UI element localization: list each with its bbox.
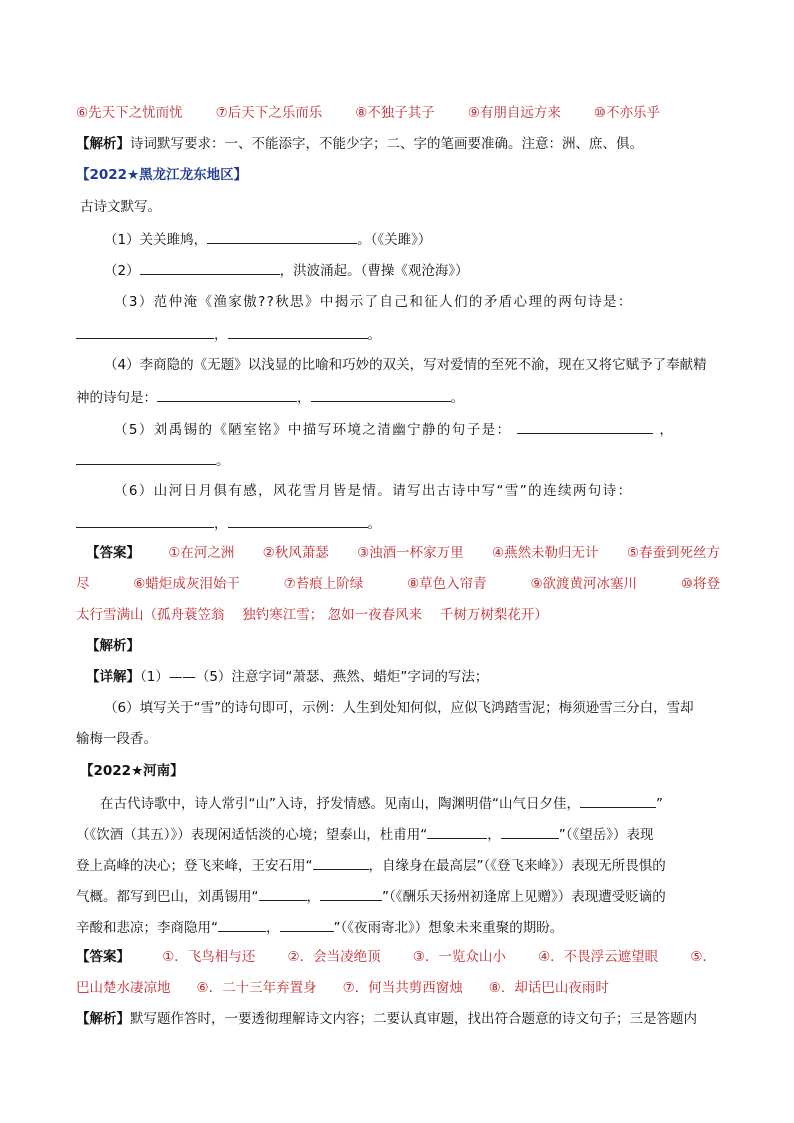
answer-blank[interactable]: [76, 450, 216, 465]
top-analysis: [76, 135, 643, 153]
detail-2: （6）填写关于“雪”的诗句即可，示例：人生到处知何似，应似飞鸿踏雪泥；梅须逊雪三分白，雪却: [104, 700, 694, 716]
answer-row: 【答案】 ①．飞鸟相与还 ②．会当凌绝顶 ③．一览众山小 ④．不畏浮云遮望眼 ⑤．: [76, 949, 716, 965]
analysis-tag: 【解析】: [76, 1011, 130, 1027]
question-6-blanks: ， 。: [76, 513, 381, 533]
answer-row: 太行雪满山（孤舟蓑笠翁 独钓寒江雪； 忽如一夜春风来 千树万树梨花开）: [76, 607, 548, 623]
answer-blank[interactable]: [76, 324, 214, 339]
detail-tag: 【详解】: [86, 669, 140, 685]
answer-blank[interactable]: [259, 886, 307, 901]
detail-2-cont: 输梅一段香。: [76, 731, 157, 747]
question-4-blanks: 神的诗句是： ， 。: [76, 387, 464, 407]
answer-blank[interactable]: [580, 793, 656, 808]
question-5-text: （5）刘禹锡的《陋室铭》中描写环境之清幽宁静的句子是： ，: [114, 419, 673, 439]
answer-row: 【答案】 ①在河之洲 ②秋风萧瑟 ③浊酒一杯家万里 ④燕然未勒归无计 ⑤春蚕到死丝方: [86, 545, 720, 561]
question-1: （1）关关雎鸠， 。（《关雎》）: [104, 229, 431, 249]
answer-blank[interactable]: [320, 886, 382, 901]
analysis-text: 诗词默写要求：一、不能添字，不能少字；二、字的笔画要准确。注意：洲、庶、俱。: [130, 136, 643, 152]
question-2: （2） ，洪波涌起。（曹操《观沧海》）: [104, 260, 469, 280]
answer-item: ⑩不亦乐乎: [593, 105, 660, 121]
answer-blank[interactable]: [207, 229, 357, 244]
answer-blank[interactable]: [427, 824, 487, 839]
paragraph-line: 在古代诗歌中，诗人常引“山”入诗，抒发情感。见南山，陶渊明借“山气日夕佳， ”: [100, 793, 663, 813]
task-intro: 古诗文默写。: [80, 199, 161, 215]
answer-item: ⑧不独子其子: [355, 105, 435, 121]
answer-blank[interactable]: [311, 387, 451, 402]
paragraph-line: 登上高峰的决心；登飞来峰，王安石用“ ，自缘身在最高层”（《登飞来峰》）表现无所畏惧的: [76, 855, 666, 875]
answer-blank[interactable]: [313, 855, 369, 870]
analysis-tag: 【解析】: [76, 136, 130, 152]
answer-item: ⑦后天下之乐而乐: [215, 105, 323, 121]
answer-blank[interactable]: [157, 387, 297, 402]
answer-blank[interactable]: [501, 824, 559, 839]
question-4-text: （4）李商隐的《无题》以浅显的比喻和巧妙的双关，写对爱情的至死不渝，现在又将它赋予了奉献精: [104, 357, 707, 373]
answer-blank[interactable]: [228, 513, 368, 528]
paragraph-line: 辛酸和悲凉；李商隐用“ ， ”（《夜雨寄北》）想象未来重聚的期盼。: [76, 917, 563, 937]
paragraph-line: （《饮酒（其五）》）表现闲适恬淡的心境；望泰山，杜甫用“ ， ”（《望岳》）表现: [76, 824, 654, 844]
answer-row: 巴山楚水凄凉地 ⑥．二十三年弃置身 ⑦．何当共剪西窗烛 ⑧．却话巴山夜雨时: [76, 980, 609, 996]
answer-blank[interactable]: [228, 324, 368, 339]
section-header-heilongjiang: 【2022★黑龙江龙东地区】: [76, 167, 248, 183]
answer-item: ⑥先天下之忧而忧: [76, 105, 183, 121]
answer-item: ⑨有朋自远方来: [467, 105, 561, 121]
answer-tag: 【答案】: [86, 545, 140, 561]
question-5-blank: 。: [76, 450, 230, 470]
answer-blank[interactable]: [140, 260, 280, 275]
question-3-text: （3）范仲淹《渔家傲??秋思》中揭示了自己和征人们的矛盾心理的两句诗是：: [114, 294, 633, 310]
detail-1: 【详解】（1）——（5）注意字词“萧瑟、燕然、蜡炬”字词的写法；: [86, 669, 489, 685]
section-header-henan: 【2022★河南】: [80, 763, 184, 779]
paragraph-line: 气概。都写到巴山，刘禹锡用“ ， ”（《酬乐天扬州初逢席上见赠》）表现遭受贬谪的: [76, 886, 666, 906]
analysis: 【解析】默写题作答时，一要透彻理解诗文内容；二要认真审题，找出符合题意的诗文句子；三是答题内: [76, 1011, 697, 1027]
answer-blank[interactable]: [76, 513, 214, 528]
answer-blank[interactable]: [517, 419, 653, 434]
top-answer-row: [76, 104, 660, 122]
analysis-tag: 【解析】: [86, 638, 140, 654]
question-6-text: （6）山河日月俱有感，风花雪月皆是情。请写出古诗中写“雪”的连续两句诗：: [114, 483, 633, 499]
answer-blank[interactable]: [280, 917, 334, 932]
answer-blank[interactable]: [218, 917, 266, 932]
answer-row: 尽 ⑥蜡炬成灰泪始干 ⑦苔痕上阶绿 ⑧草色入帘青 ⑨欲渡黄河冰塞川 ⑩将登: [76, 576, 720, 592]
question-3-blanks: ， 。: [76, 324, 381, 344]
answer-tag: 【答案】: [76, 949, 130, 965]
